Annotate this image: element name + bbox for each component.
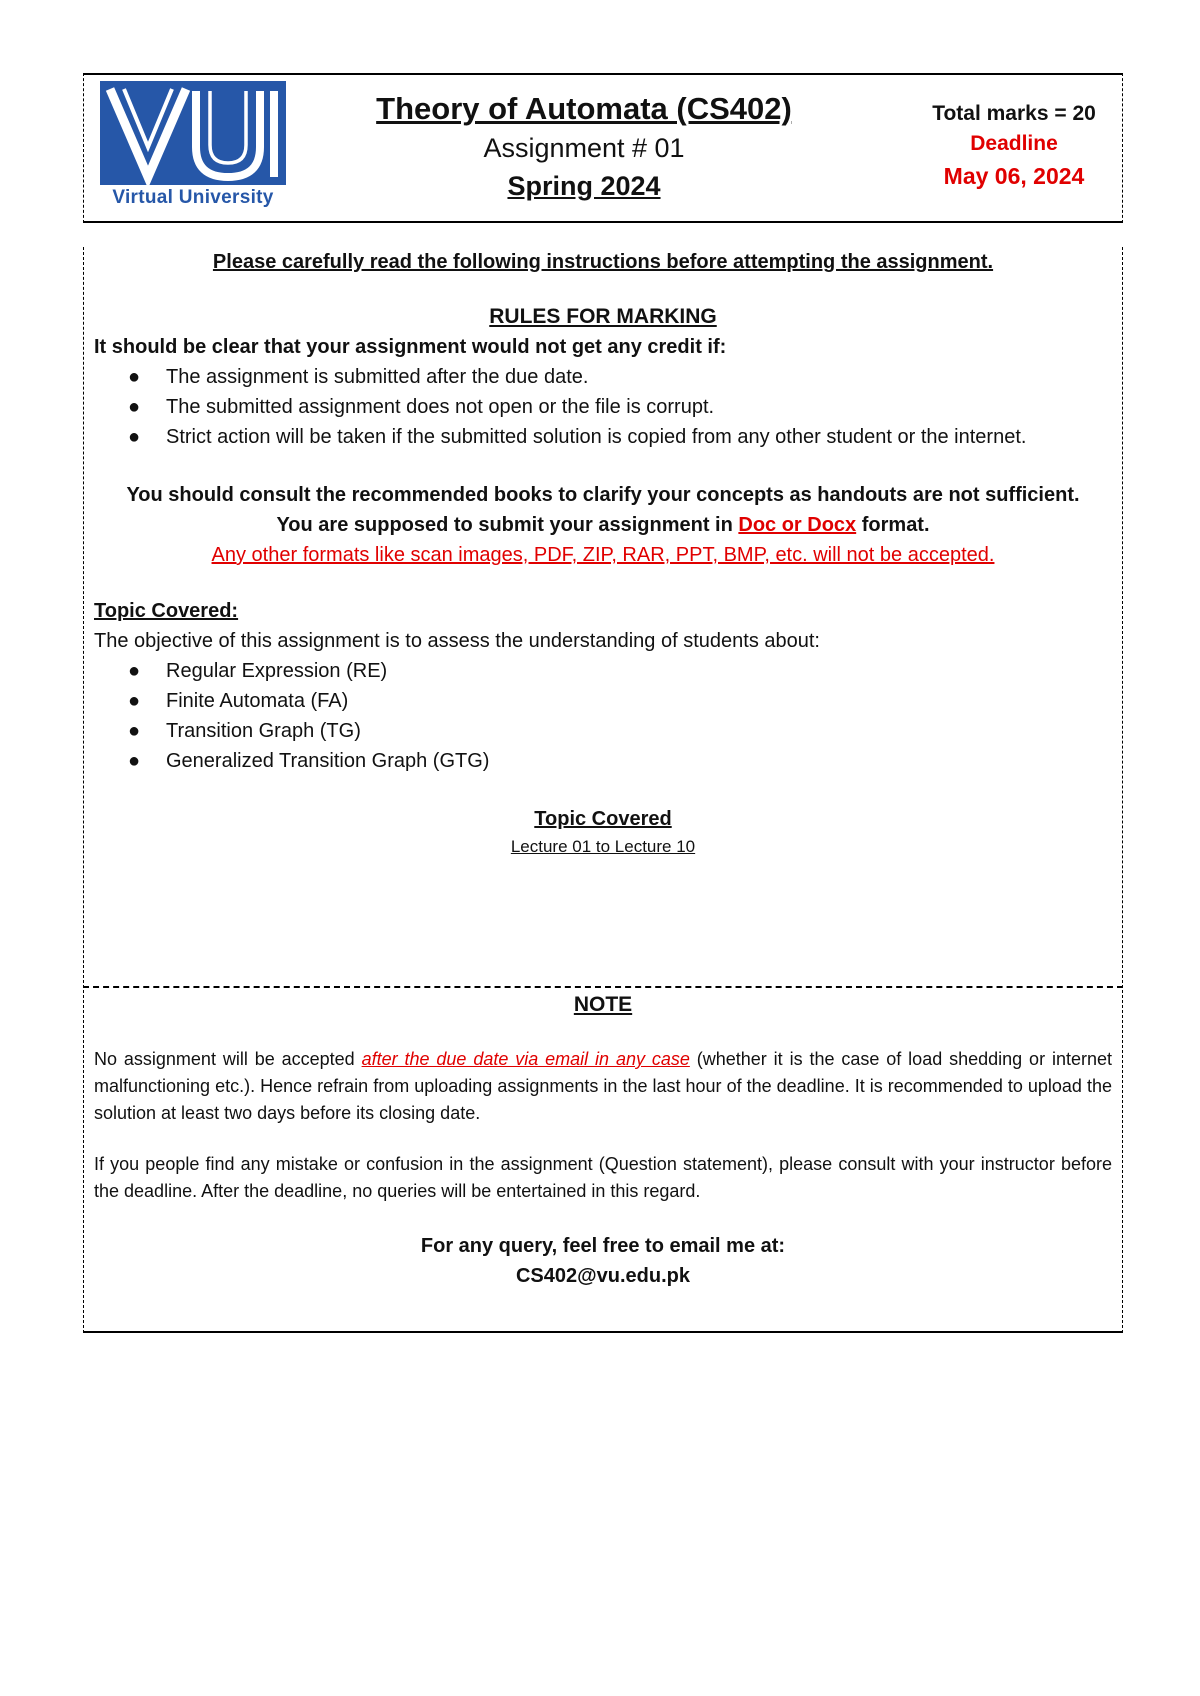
marks-deadline-block xyxy=(924,99,1104,193)
bullet-icon: ● xyxy=(128,426,141,448)
list-item xyxy=(94,686,1112,716)
consult-books-line: You should consult the recommended books to clarify your concepts as handouts are not sufficient. xyxy=(126,484,1080,506)
note-title: NOTE xyxy=(573,993,633,1016)
bullet-icon: ● xyxy=(128,750,141,772)
submit-format-line xyxy=(94,510,1112,540)
topic-covered-heading: Topic Covered: xyxy=(94,600,239,622)
formats-warning: Any other formats like scan images, PDF, ZIP, RAR, PPT, BMP, etc. will not be accepted. xyxy=(211,544,995,566)
assignment-header xyxy=(83,73,1123,223)
note-paragraph-2: If you people find any mistake or confusion in the assignment (Question statement), please consult with your instructor before the deadline. After the deadline, no queries will be entertained in this regard. xyxy=(94,1154,1112,1201)
logo-text: Virtual University xyxy=(112,187,274,208)
assignment-number: Assignment # 01 xyxy=(483,133,685,163)
deadline-date: May 06, 2024 xyxy=(943,163,1085,189)
bullet-icon: ● xyxy=(128,660,141,682)
vu-logo-icon xyxy=(100,81,286,213)
rules-list xyxy=(94,362,1112,452)
list-item xyxy=(94,746,1112,776)
bullet-icon: ● xyxy=(128,720,141,742)
topic-text: Finite Automata (FA) xyxy=(166,690,349,712)
note-p1-suffix: (whether it is the case of load shedding or internet malfunctioning etc.). Hence refrain from uploading assignments in the last hour of the deadline. It is recommended to upload the solution at least two days before its closing date. xyxy=(94,1049,1112,1123)
submit-prefix: You are supposed to submit your assignment in xyxy=(276,514,739,536)
total-marks: Total marks = 20 xyxy=(932,102,1096,125)
bullet-icon: ● xyxy=(128,396,141,418)
rule-text: Strict action will be taken if the submitted solution is copied from any other student or the internet. xyxy=(166,426,1027,448)
topic-text: Generalized Transition Graph (GTG) xyxy=(166,750,490,772)
submit-suffix: format. xyxy=(856,514,930,536)
rules-title: RULES FOR MARKING xyxy=(489,305,717,328)
topic-covered-title: Topic Covered xyxy=(534,808,672,830)
rule-text: The assignment is submitted after the due date. xyxy=(166,366,589,388)
instructions-heading: Please carefully read the following instructions before attempting the assignment. xyxy=(212,251,994,273)
list-item xyxy=(94,362,1112,392)
course-title: Theory of Automata (CS402) xyxy=(376,91,792,126)
query-line: For any query, feel free to email me at: xyxy=(420,1235,786,1257)
objective-text: The objective of this assignment is to assess the understanding of students about: xyxy=(94,630,820,652)
bullet-icon: ● xyxy=(128,690,141,712)
topic-text: Transition Graph (TG) xyxy=(166,720,361,742)
rules-intro: It should be clear that your assignment would not get any credit if: xyxy=(94,336,727,358)
deadline-label: Deadline xyxy=(970,132,1058,155)
list-item xyxy=(94,716,1112,746)
rule-text: The submitted assignment does not open or the file is corrupt. xyxy=(166,396,715,418)
note-section xyxy=(83,990,1123,1333)
note-paragraph-1 xyxy=(94,1046,1112,1127)
semester-label: Spring 2024 xyxy=(507,171,661,201)
contact-email: CS402@vu.edu.pk xyxy=(515,1265,690,1287)
assignment-frame xyxy=(83,73,1123,1333)
topics-list xyxy=(94,656,1112,776)
list-item xyxy=(94,392,1112,422)
lectures-range: Lecture 01 to Lecture 10 xyxy=(510,837,696,856)
submit-format: Doc or Docx xyxy=(738,514,857,536)
note-p1-prefix: No assignment will be accepted xyxy=(94,1049,362,1069)
bullet-icon: ● xyxy=(128,366,141,388)
instructions-section xyxy=(83,247,1123,988)
vu-logo-mark xyxy=(100,81,286,185)
note-p1-highlight: after the due date via email in any case xyxy=(361,1049,690,1069)
topic-text: Regular Expression (RE) xyxy=(166,660,388,682)
header-title-block xyxy=(374,89,794,205)
list-item xyxy=(94,422,1112,452)
list-item xyxy=(94,656,1112,686)
